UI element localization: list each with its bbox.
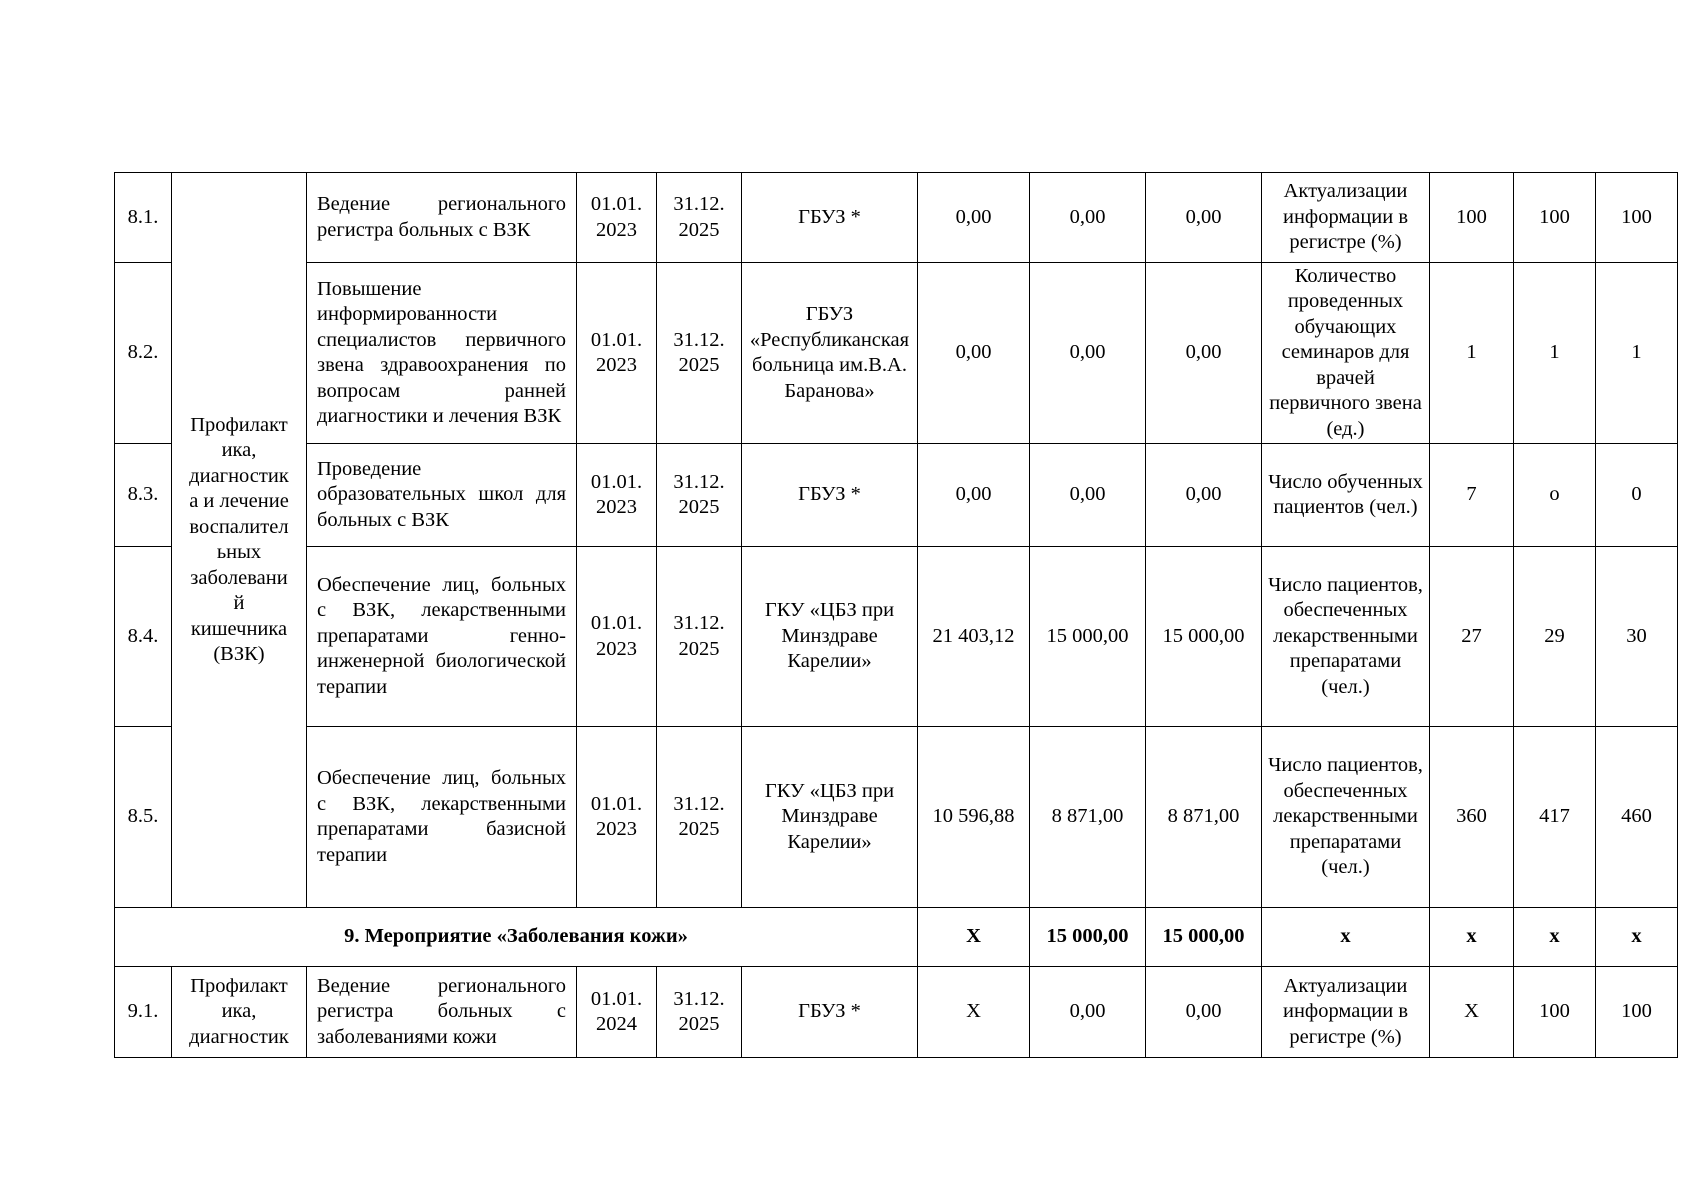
group-line: ика, [221, 1000, 257, 1023]
start-date: 01.01. 2023 [577, 263, 657, 444]
start-date: 01.01. 2023 [577, 173, 657, 263]
program-measures-table [114, 172, 1678, 1058]
start-date: 01.01. 2024 [577, 967, 657, 1058]
group-line: Профилакт [190, 413, 288, 436]
group-line: (ВЗК) [213, 643, 265, 665]
indicator-2024: 100 [1514, 173, 1596, 263]
start-date: 01.01. 2023 [577, 727, 657, 908]
row-number: 8.4. [115, 547, 172, 727]
row-number: 8.3. [115, 444, 172, 547]
funding-2024: 0,00 [1030, 967, 1146, 1058]
funding-2023: Х [918, 908, 1030, 967]
table-row [115, 173, 1678, 263]
group-line: ика, [221, 439, 257, 461]
funding-2025: 8 871,00 [1146, 727, 1262, 908]
measure-description: Повышение информированности специалистов первичного звена здравоохранения по вопросам ранней диагностики и лечения ВЗК [307, 263, 577, 444]
executor: ГБУЗ * [742, 444, 918, 547]
indicator-2025: 100 [1596, 173, 1678, 263]
indicator-2024: 1 [1514, 263, 1596, 444]
indicator-2024: 417 [1514, 727, 1596, 908]
indicator-name: Число пациентов, обеспеченных лекарственными препаратами (чел.) [1262, 547, 1430, 727]
end-date: 31.12. 2025 [657, 444, 742, 547]
executor: ГКУ «ЦБЗ при Минздраве Карелии» [742, 727, 918, 908]
end-date: 31.12. 2025 [657, 547, 742, 727]
funding-2023: 10 596,88 [918, 727, 1030, 908]
measure-description: Ведение регионального регистра больных с ВЗК [307, 173, 577, 263]
indicator-name: Число пациентов, обеспеченных лекарственными препаратами (чел.) [1262, 727, 1430, 908]
table-row [115, 444, 1678, 547]
end-date: 31.12. 2025 [657, 967, 742, 1058]
indicator-2025: 30 [1596, 547, 1678, 727]
measure-description: Обеспечение лиц, больных с ВЗК, лекарственными препаратами генно-инженерной биологической терапии [307, 547, 577, 727]
funding-2025: 15 000,00 [1146, 908, 1262, 967]
table-row [115, 263, 1678, 444]
group-name-cell [172, 173, 307, 908]
funding-2023: 0,00 [918, 444, 1030, 547]
table-row [115, 967, 1678, 1058]
funding-2023: 0,00 [918, 173, 1030, 263]
indicator-name: Количество проведенных обучающих семинаров для врачей первичного звена (ед.) [1262, 263, 1430, 444]
row-number: 8.5. [115, 727, 172, 908]
indicator-2025: 0 [1596, 444, 1678, 547]
funding-2025: 0,00 [1146, 263, 1262, 444]
funding-2024: 8 871,00 [1030, 727, 1146, 908]
executor: ГБУЗ * [742, 967, 918, 1058]
measure-description: Ведение регионального регистра больных с заболеваниями кожи [307, 967, 577, 1058]
indicator-2025: 100 [1596, 967, 1678, 1058]
group-line: заболевани [190, 566, 288, 589]
end-date: 31.12. 2025 [657, 173, 742, 263]
section-row [115, 908, 1678, 967]
indicator-name: Актуализации информации в регистре (%) [1262, 967, 1430, 1058]
group-line: диагностик [189, 464, 289, 487]
executor: ГБУЗ «Республиканская больница им.В.А. Баранова» [742, 263, 918, 444]
funding-2024: 0,00 [1030, 263, 1146, 444]
group-line: а и лечение [189, 490, 289, 512]
start-date: 01.01. 2023 [577, 547, 657, 727]
end-date: 31.12. 2025 [657, 727, 742, 908]
section-title: 9. Мероприятие «Заболевания кожи» [115, 908, 918, 967]
row-number: 9.1. [115, 967, 172, 1058]
group-line: Профилакт [190, 974, 288, 997]
indicator-2025: 1 [1596, 263, 1678, 444]
funding-2025: 0,00 [1146, 967, 1262, 1058]
indicator-2025: 460 [1596, 727, 1678, 908]
indicator-2025: х [1596, 908, 1678, 967]
indicator-2023: 7 [1430, 444, 1514, 547]
indicator-2024: 29 [1514, 547, 1596, 727]
indicator-2024: о [1514, 444, 1596, 547]
table-row [115, 547, 1678, 727]
indicator-name: х [1262, 908, 1430, 967]
measure-description: Обеспечение лиц, больных с ВЗК, лекарственными препаратами базисной терапии [307, 727, 577, 908]
funding-2025: 0,00 [1146, 173, 1262, 263]
indicator-name: Число обученных пациентов (чел.) [1262, 444, 1430, 547]
measure-description: Проведение образовательных школ для больных с ВЗК [307, 444, 577, 547]
indicator-2024: х [1514, 908, 1596, 967]
funding-2023: Х [918, 967, 1030, 1058]
end-date: 31.12. 2025 [657, 263, 742, 444]
row-number: 8.1. [115, 173, 172, 263]
executor: ГБУЗ * [742, 173, 918, 263]
indicator-2023: Х [1430, 967, 1514, 1058]
funding-2025: 0,00 [1146, 444, 1262, 547]
indicator-2023: 100 [1430, 173, 1514, 263]
row-number: 8.2. [115, 263, 172, 444]
funding-2025: 15 000,00 [1146, 547, 1262, 727]
indicator-name: Актуализации информации в регистре (%) [1262, 173, 1430, 263]
indicator-2023: 360 [1430, 727, 1514, 908]
funding-2024: 0,00 [1030, 173, 1146, 263]
funding-2023: 0,00 [918, 263, 1030, 444]
group-line: кишечника [190, 617, 288, 640]
funding-2024: 0,00 [1030, 444, 1146, 547]
indicator-2023: 1 [1430, 263, 1514, 444]
group-name-cell [172, 967, 307, 1058]
table-row [115, 727, 1678, 908]
funding-2024: 15 000,00 [1030, 908, 1146, 967]
executor: ГКУ «ЦБЗ при Минздраве Карелии» [742, 547, 918, 727]
start-date: 01.01. 2023 [577, 444, 657, 547]
group-line: воспалител [189, 515, 289, 538]
group-line: й [233, 592, 245, 614]
indicator-2023: х [1430, 908, 1514, 967]
group-line: ьных [216, 541, 262, 563]
indicator-2023: 27 [1430, 547, 1514, 727]
indicator-2024: 100 [1514, 967, 1596, 1058]
group-line: диагностик [189, 1025, 289, 1048]
funding-2024: 15 000,00 [1030, 547, 1146, 727]
funding-2023: 21 403,12 [918, 547, 1030, 727]
